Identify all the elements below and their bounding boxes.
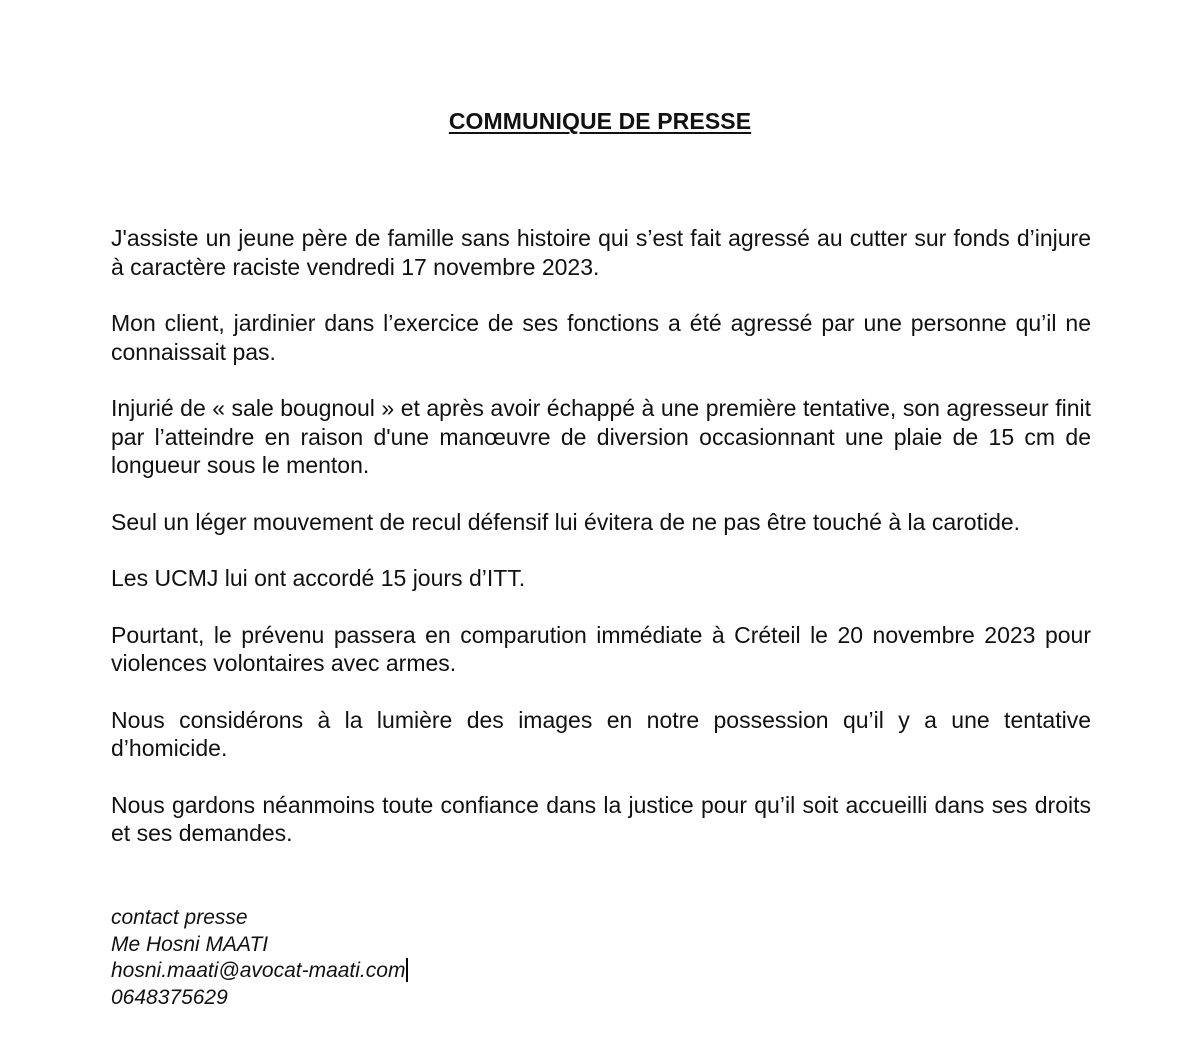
contact-phone: 0648375629 (111, 985, 228, 1009)
contact-email[interactable]: hosni.maati@avocat-maati.com (111, 959, 406, 982)
contact-name: Me Hosni MAATI (111, 932, 269, 956)
contact-label: contact presse (111, 906, 248, 929)
contact-block (111, 905, 408, 1011)
page-title: COMMUNIQUE DE PRESSE (448, 108, 752, 134)
text-cursor (406, 958, 408, 982)
paragraph-8: Nous gardons néanmoins toute confiance dans la justice pour qu’il soit accueilli dans ses droits et ses demandes. (111, 791, 1091, 846)
paragraph-6: Pourtant, le prévenu passera en comparution immédiate à Créteil le 20 novembre 2023 pour violences volontaires avec armes. (111, 621, 1091, 676)
paragraph-3: Injurié de « sale bougnoul » et après avoir échappé à une première tentative, son agresseur finit par l’atteindre en raison d'une manœuvre de diversion occasionnant une plaie de 15 cm de longueur sous le menton. (111, 395, 1091, 478)
paragraph-4: Seul un léger mouvement de recul défensif lui évitera de ne pas être touché à la carotide. (111, 508, 1021, 535)
contact-email-line[interactable] (111, 958, 408, 985)
document-body (111, 224, 1091, 876)
paragraph-2: Mon client, jardinier dans l’exercice de ses fonctions a été agressé par une personne qu’il ne connaissait pas. (111, 310, 1091, 365)
paragraph-5: Les UCMJ lui ont accordé 15 jours d’ITT. (111, 565, 526, 591)
paragraph-7: Nous considérons à la lumière des images en notre possession qu’il y a une tentative d’homicide. (111, 706, 1091, 761)
paragraph-1: J'assiste un jeune père de famille sans histoire qui s’est fait agressé au cutter sur fonds d’injure à caractère raciste vendredi 17 novembre 2023. (111, 225, 1091, 280)
